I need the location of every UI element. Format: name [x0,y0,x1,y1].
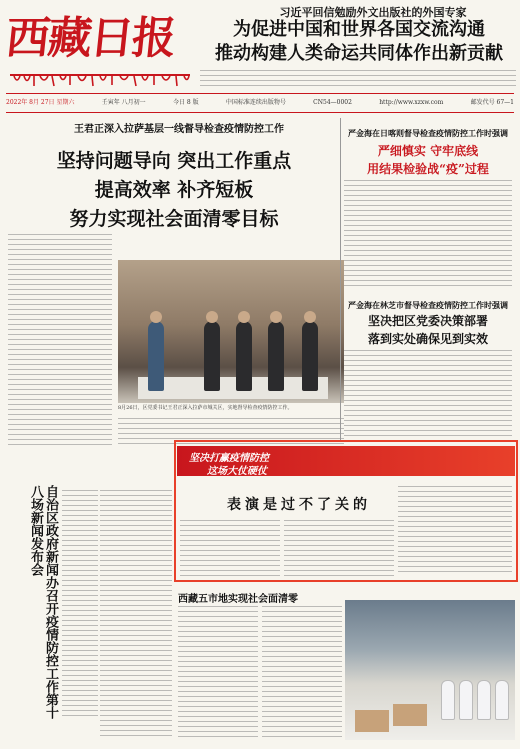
commentary-title: 表演是过不了关的 [227,497,371,513]
photo-person-head [304,311,316,323]
commentary-body-1 [180,520,280,576]
website-link[interactable]: http://www.xzxw.com [379,99,444,106]
newspaper-logo: 西藏日报 [3,13,177,64]
photo-worker [441,680,455,720]
article-1-body-left [8,234,112,446]
photo-person [268,321,284,391]
page-count: 今日 8 版 [172,99,199,106]
press-body-strip [62,490,98,720]
photo-person [236,321,252,391]
photo-worker [459,680,473,720]
photo-person [148,321,164,391]
banner-text-2: 这场大仗硬仗 [207,466,267,477]
lead-kicker: 习近平回信勉励外文出版社的外国专家 [279,6,467,19]
photo-supply-box [355,710,389,732]
campaign-banner [177,446,515,476]
photo-person-head [270,311,282,323]
masthead-rule [6,93,514,94]
lunar-date: 壬寅年 八月初一 [101,99,146,106]
photo-person-head [150,311,162,323]
bottom-right-body-1 [178,606,258,740]
photo-person-head [206,311,218,323]
press-conference-headline: 自治区政府新闻办召开疫情防控工作第十八场新闻发布会 [28,485,58,719]
photo-bed [138,377,328,399]
article-1-headline-3: 努力实现社会面清零目标 [69,208,279,230]
photo-worker [477,680,491,720]
cn-number: CN54—0002 [313,99,352,106]
photo-supply-box [393,704,427,726]
right-article-2-headline-2: 落到实处确保见到实效 [367,332,488,346]
issue-date: 2022年 8月 27日 星期六 [6,99,75,106]
column-divider [340,118,341,442]
commentary-body-3 [398,486,512,576]
right-article-1-kicker: 严金海在日喀则督导检查疫情防控工作时强调 [348,128,508,138]
article-1-kicker: 王君正深入拉萨基层一线督导检查疫情防控工作 [74,124,284,135]
disinfection-photo [345,600,515,740]
lead-headline [200,18,518,66]
photo-person-head [238,311,250,323]
right-article-2-body [344,350,512,438]
tibetan-masthead [8,68,193,90]
lead-headline-line-1: 为促进中国和世界各国交流沟通 [233,19,485,40]
cn-code-label: 中国标准连续出版物号 [225,99,286,106]
article-1-caption: 8月26日，区党委书记王君正深入拉萨市城关区，实地督导检查疫情防控工作。 [118,405,293,411]
article-1-headline-2: 提高效率 补齐短板 [94,179,254,201]
right-article-1-headline-2: 用结果检验战“疫”过程 [367,162,489,176]
bottom-right-body-2 [262,606,342,740]
bottom-right-headline: 西藏五市地实现社会面清零 [178,594,298,605]
right-article-1-headline-1: 严细慎实 守牢底线 [377,144,479,158]
banner-text-1: 坚决打赢疫情防控 [189,453,269,464]
dateline [6,97,514,109]
photo-person [204,321,220,391]
photo-worker [495,680,509,720]
photo-person [302,321,318,391]
article-1-headline-1: 坚持问题导向 突出工作重点 [56,150,292,172]
right-article-1-body [344,180,512,290]
press-body [100,490,172,740]
lead-headline-line-2: 推动构建人类命运共同体作出新贡献 [215,43,503,64]
article-1-photo [118,260,344,403]
lead-body [200,70,516,90]
postal-code: 邮发代号 67—1 [470,99,514,106]
dateline-rule [6,112,514,113]
right-article-2-kicker: 严金海在林芝市督导检查疫情防控工作时强调 [348,300,508,310]
commentary-body-2 [284,520,394,576]
right-article-2-headline-1: 坚决把区党委决策部署 [367,314,488,328]
